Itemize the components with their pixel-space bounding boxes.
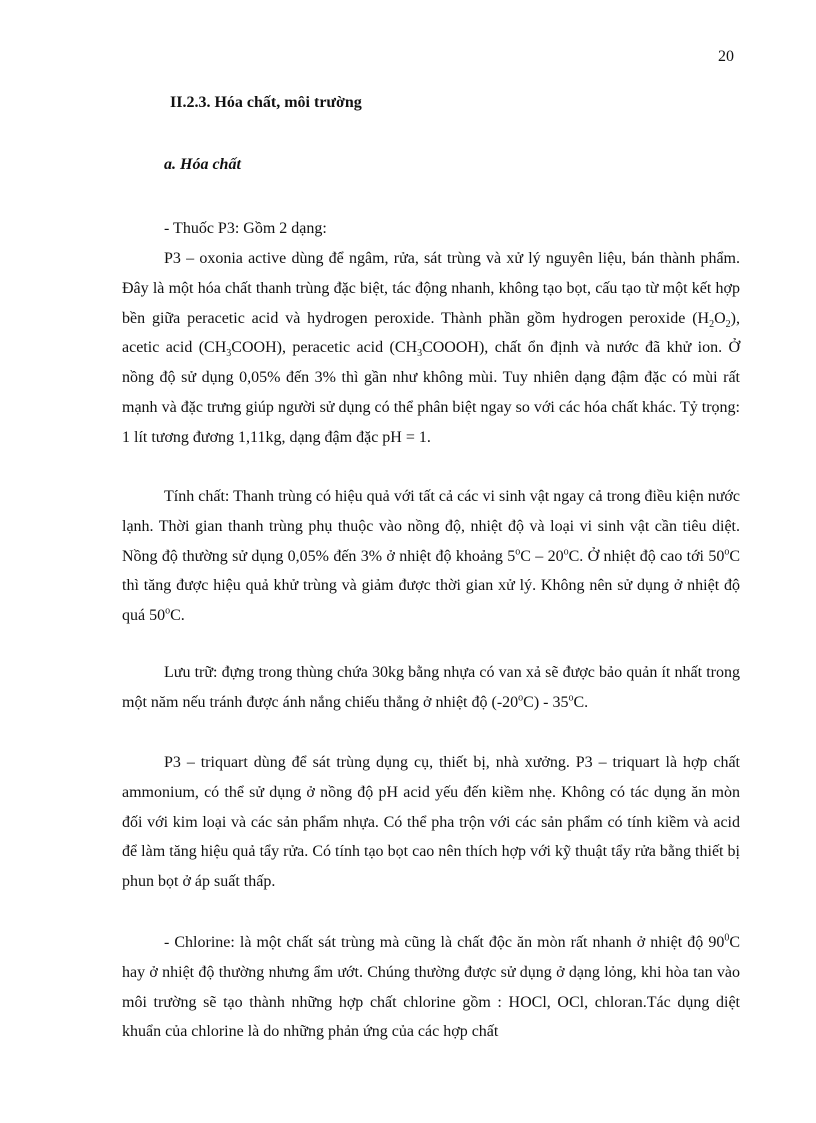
text-run: COOOH), chất ổn định và nước đã khử ion. Ở nồng độ sử dụng 0,05% đến 3% thì gần như không mùi. Tuy nhiên dạng đậm đặc có mùi rất mạnh và đặc trưng giúp người sử dụng có thể phân biệt ngay so với các hóa chất khác. Tỷ trọng: 1 lít tương đương 1,11kg, dạng đậm đặc pH = 1. bbox=[122, 339, 741, 446]
subscript: 2 bbox=[709, 318, 715, 330]
text-run: Lưu trữ: đựng trong thùng chứa 30kg bằng nhựa có van xả sẽ được bảo quản ít nhất trong một năm nếu tránh được ánh nắng chiếu thẳng ở nhiệt độ (-20 bbox=[122, 664, 740, 711]
paragraph-luu-tru bbox=[122, 658, 740, 718]
subscript: 3 bbox=[417, 348, 423, 360]
section-heading: II.2.3. Hóa chất, môi trường bbox=[170, 94, 362, 111]
text-run: C – 20 bbox=[520, 547, 564, 565]
text-run: Tính chất: Thanh trùng có hiệu quả với tất cả các vi sinh vật ngay cả trong điều kiện nước lạnh. Thời gian thanh trùng phụ thuộc vào nồng độ, nhiệt độ và loại vi sinh vật cần tiêu diệt. Nồng độ thường sử dụng 0,05% đến 3% ở nhiệt độ khoảng 5 bbox=[122, 488, 740, 565]
text-run: P3 – oxonia active dùng để ngâm, rửa, sát trùng và xử lý nguyên liệu, bán thành phẩm. Đây là một hóa chất thanh trùng đặc biệt, tác động nhanh, không tạo bọt, cấu tạo từ một kết hợp bền giữa peracetic acid và hydrogen peroxide. Thành phần gồm hydrogen peroxide (H bbox=[122, 250, 740, 327]
paragraph-text: P3 – triquart dùng để sát trùng dụng cụ, thiết bị, nhà xưởng. P3 – triquart là hợp chất ammonium, có thể sử dụng ở nồng độ pH acid yếu đến kiềm nhẹ. Không có tác dụng ăn mòn đối với kim loại và các sản phẩm nhựa. Có thể pha trộn với các sản phẩm có tính kiềm và acid để làm tăng hiệu quả tẩy rửa. Có tính tạo bọt cao nên thích hợp với kỹ thuật tẩy rửa bằng thiết bị phun bọt ở áp suất thấp. bbox=[122, 754, 740, 891]
text-run: C. bbox=[573, 693, 589, 711]
superscript: o bbox=[563, 546, 569, 558]
paragraph-tinh-chat bbox=[122, 482, 740, 631]
paragraph-thuoc-p3 bbox=[122, 214, 740, 244]
text-run: C hay ở nhiệt độ thường nhưng ẩm ướt. Chúng thường được sử dụng ở dạng lỏng, khi hòa tan vào môi trường sẽ tạo thành những hợp chất chlorine gồm : HOCl, OCl, chloran.Tác dụng diệt khuẩn của chlorine là do những phản ứng của các hợp chất bbox=[122, 934, 740, 1041]
superscript: o bbox=[568, 692, 574, 704]
superscript: o bbox=[518, 692, 524, 704]
superscript: 0 bbox=[724, 932, 730, 944]
subscript: 3 bbox=[226, 348, 232, 360]
text-run: COOH), peracetic acid (CH bbox=[231, 339, 418, 357]
paragraph-chlorine bbox=[122, 928, 740, 1047]
superscript: o bbox=[515, 546, 521, 558]
superscript: o bbox=[724, 546, 730, 558]
text-run: ), acetic acid (CH bbox=[122, 309, 740, 357]
text-run: C. Ở nhiệt độ cao tới 50 bbox=[568, 547, 725, 565]
page-number: 20 bbox=[718, 48, 734, 65]
subsection-heading: a. Hóa chất bbox=[164, 156, 241, 173]
text-run: O bbox=[714, 309, 726, 327]
text-run: - Chlorine: là một chất sát trùng mà cũng là chất độc ăn mòn rất nhanh ở nhiệt độ 90 bbox=[164, 934, 725, 951]
text-run: C) - 35 bbox=[523, 693, 569, 711]
text-run: C. bbox=[170, 607, 185, 625]
subscript: 2 bbox=[725, 318, 731, 330]
paragraph-oxonia bbox=[122, 244, 740, 453]
text-run: C thì tăng được hiệu quả khử trùng và giảm được thời gian xử lý. Không nên sử dụng ở nhiệt độ quá 50 bbox=[122, 547, 740, 625]
superscript: o bbox=[165, 605, 171, 617]
paragraph-triquart bbox=[122, 748, 740, 897]
paragraph-text: - Thuốc P3: Gồm 2 dạng: bbox=[164, 220, 327, 237]
